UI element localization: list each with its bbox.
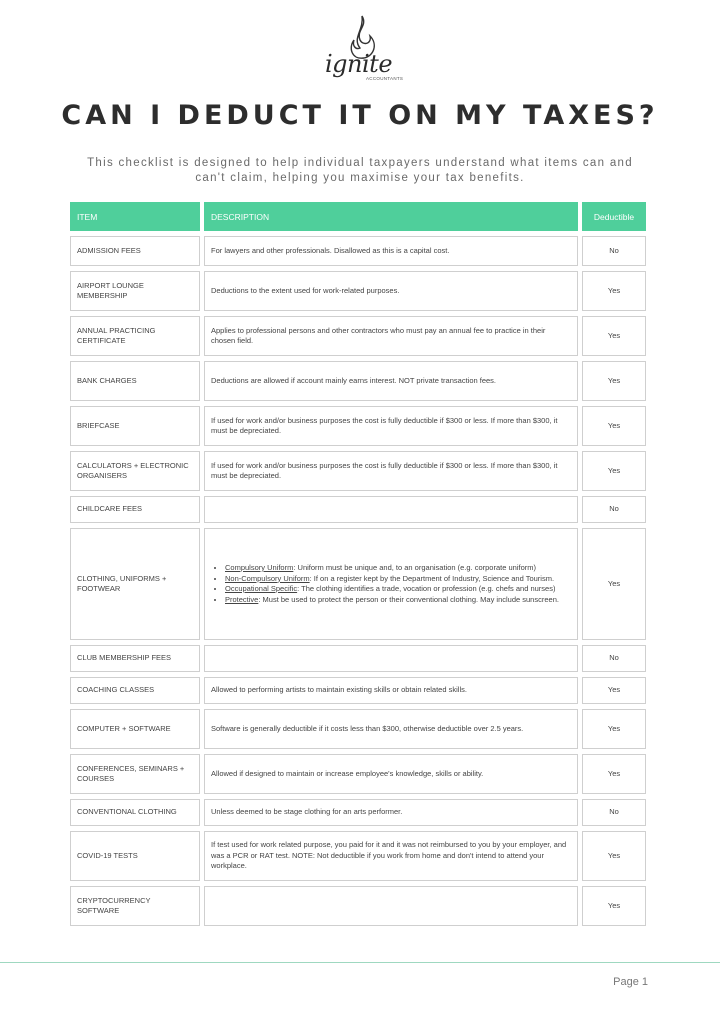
item-cell: CONVENTIONAL CLOTHING (70, 799, 200, 826)
deductible-cell: Yes (582, 406, 646, 446)
deductible-cell: Yes (582, 361, 646, 401)
deductible-cell: Yes (582, 316, 646, 356)
table-row (70, 361, 646, 401)
item-cell: COVID-19 TESTS (70, 831, 200, 881)
deductible-cell: Yes (582, 677, 646, 704)
item-cell: ADMISSION FEES (70, 236, 200, 266)
table-row (70, 271, 646, 311)
description-cell (204, 645, 578, 672)
header-description: DESCRIPTION (204, 202, 578, 231)
description-cell: Allowed to performing artists to maintain existing skills or obtain related skills. (204, 677, 578, 704)
table-row (70, 677, 646, 704)
logo (322, 12, 402, 90)
description-cell: For lawyers and other professionals. Disallowed as this is a capital cost. (204, 236, 578, 266)
bullet-term: Compulsory Uniform (225, 563, 294, 572)
description-cell: Software is generally deductible if it costs less than $300, otherwise deductible over 2.5 years. (204, 709, 578, 749)
description-cell: If used for work and/or business purposes the cost is fully deductible if $300 or less. If more than $300, it must be depreciated. (204, 406, 578, 446)
item-cell: CALCULATORS + ELECTRONIC ORGANISERS (70, 451, 200, 491)
item-cell: COMPUTER + SOFTWARE (70, 709, 200, 749)
description-cell (204, 886, 578, 926)
page-number: Page 1 (613, 976, 648, 988)
table-row (70, 496, 646, 523)
table-header (70, 202, 646, 231)
table-row (70, 799, 646, 826)
item-cell: COACHING CLASSES (70, 677, 200, 704)
description-cell: If test used for work related purpose, you paid for it and it was not reimbursed to you by your employer, and was a PCR or RAT test. NOTE: Not deductible if you work from home and don't intend to attend your workplace. (204, 831, 578, 881)
description-cell: Applies to professional persons and other contractors who must pay an annual fee to practice in their chosen field. (204, 316, 578, 356)
list-item (225, 563, 571, 574)
bullet-text: : If on a register kept by the Department of Industry, Science and Tourism. (309, 573, 555, 583)
deductible-cell: No (582, 645, 646, 672)
table-row (70, 709, 646, 749)
table-row (70, 451, 646, 491)
bullet-term: Non-Compulsory Uniform (225, 573, 310, 583)
item-cell: ANNUAL PRACTICING CERTIFICATE (70, 316, 200, 356)
deductible-cell: Yes (582, 886, 646, 926)
item-cell: BRIEFCASE (70, 406, 200, 446)
intro-text: This checklist is designed to help individual taxpayers understand what items can and can't claim, helping you maximise your tax benefits. (87, 157, 633, 184)
table-row (70, 645, 646, 672)
description-cell (204, 528, 578, 640)
table-row (70, 406, 646, 446)
list-item (225, 595, 571, 606)
description-cell: Deductions to the extent used for work-related purposes. (204, 271, 578, 311)
item-cell: CHILDCARE FEES (70, 496, 200, 523)
item-cell: CRYPTOCURRENCY SOFTWARE (70, 886, 200, 926)
table-row (70, 316, 646, 356)
bullet-term: Occupational Specific (225, 584, 298, 593)
list-item (225, 574, 571, 585)
table-row (70, 886, 646, 926)
table-row (70, 528, 646, 640)
deductible-cell: Yes (582, 451, 646, 491)
deductible-cell: No (582, 236, 646, 266)
item-cell: CONFERENCES, SEMINARS + COURSES (70, 754, 200, 794)
description-cell: If used for work and/or business purposes the cost is fully deductible if $300 or less. If more than $300, it must be depreciated. (204, 451, 578, 491)
table-row (70, 754, 646, 794)
deductible-cell: Yes (582, 754, 646, 794)
bullet-term: Protective (225, 594, 259, 604)
header-item: ITEM (70, 202, 200, 231)
deductible-cell: No (582, 496, 646, 523)
deductible-cell: No (582, 799, 646, 826)
table-row (70, 831, 646, 881)
item-cell: BANK CHARGES (70, 361, 200, 401)
deductible-cell: Yes (582, 271, 646, 311)
page-title: CAN I DEDUCT IT ON MY TAXES? (61, 100, 659, 131)
logo-tagline: ACCOUNTANTS (366, 76, 404, 81)
description-cell: Allowed if designed to maintain or increase employee's knowledge, skills or ability. (204, 754, 578, 794)
bullet-text: : The clothing identifies a trade, vocation or profession (e.g. chefs and nurses) (297, 584, 556, 593)
bullet-text: : Must be used to protect the person or their conventional clothing. May include sunscreen. (258, 594, 559, 604)
deductible-cell: Yes (582, 831, 646, 881)
deductible-cell: Yes (582, 709, 646, 749)
header-deductible: Deductible (582, 202, 646, 231)
item-cell: CLOTHING, UNIFORMS + FOOTWEAR (70, 528, 200, 640)
clothing-bullet-list (211, 563, 571, 605)
logo-name: ignite (325, 50, 393, 78)
description-cell: Unless deemed to be stage clothing for an arts performer. (204, 799, 578, 826)
deduction-table (66, 197, 650, 931)
description-cell: Deductions are allowed if account mainly earns interest. NOT private transaction fees. (204, 361, 578, 401)
item-cell: AIRPORT LOUNGE MEMBERSHIP (70, 271, 200, 311)
description-cell (204, 496, 578, 523)
table-row (70, 236, 646, 266)
bullet-text: : Uniform must be unique and, to an organisation (e.g. corporate uniform) (293, 563, 536, 572)
deductible-cell: Yes (582, 528, 646, 640)
footer-divider (0, 962, 720, 963)
list-item (225, 584, 571, 595)
item-cell: CLUB MEMBERSHIP FEES (70, 645, 200, 672)
